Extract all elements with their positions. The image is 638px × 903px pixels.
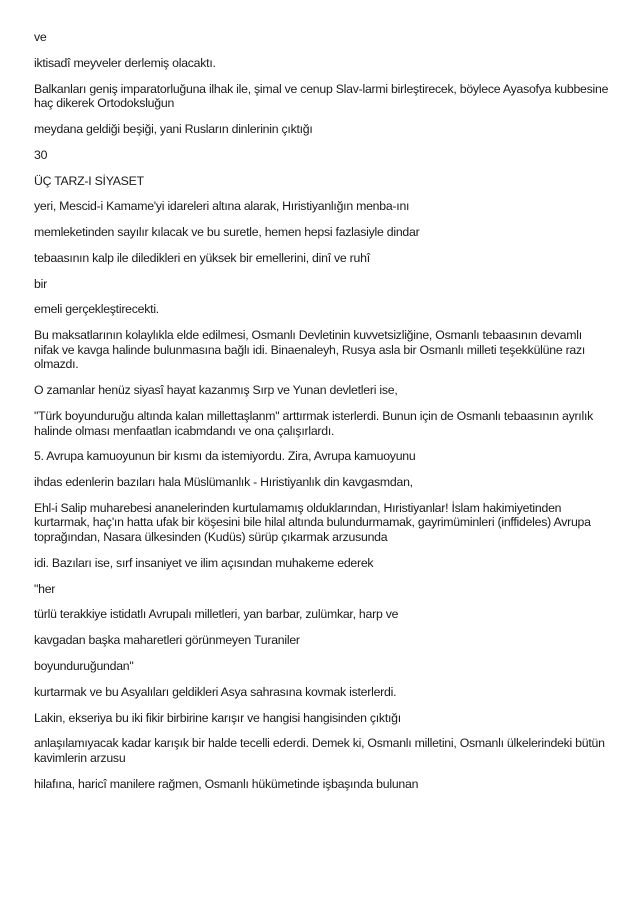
- paragraph: ve: [34, 30, 47, 44]
- paragraph: Bu maksatlarının kolaylıkla elde edilmesi, Osmanlı Devletinin kuvvetsizliğine, Osmanlı tebaasının devamlı nifak ve kavga halinde bulunmasına bağlı idi. Binaenaleyh, Rusya asla bir Osmanlı milleti teşekkülüne razı olmazdı.: [34, 328, 586, 372]
- paragraph: O zamanlar henüz siyasî hayat kazanmış Sırp ve Yunan devletleri ise,: [34, 383, 398, 398]
- paragraph: kavgadan başka maharetleri görünmeyen Turaniler: [34, 633, 300, 648]
- page-number: 30: [34, 147, 48, 162]
- paragraph: Ehl-i Salip muharebesi ananelerinden kurtulamamış olduklarından, Hıristiyanlar! İslam hakimiyetinden kurtarmak, haç'ın hatta ufak bir köşesini bile hilal altında bulundurmamak, gayrimüminleri (inffideles) Avrupa toprağından, Nasara ülkesinden (Kudüs) sürüp çıkarmak arzusunda: [34, 500, 591, 545]
- paragraph: hilafına, haricî manilere rağmen, Osmanlı hükümetinde işbaşında bulunan: [34, 776, 419, 791]
- paragraph: boyunduruğundan": [34, 658, 134, 673]
- paragraph: idi. Bazıları ise, sırf insaniyet ve ilim açısından muhakeme ederek: [34, 555, 374, 570]
- paragraph: anlaşılamıyacak kadar karışık bir halde tecelli ederdi. Demek ki, Osmanlı milletini, Osmanlı ülkelerindeki bütün kavimlerin arzusu: [34, 736, 605, 765]
- paragraph: iktisadî meyveler derlemiş olacaktı.: [34, 55, 216, 70]
- paragraph: emeli gerçekleştirecekti.: [34, 302, 159, 317]
- paragraph: bir: [34, 276, 47, 291]
- paragraph: ihdas edenlerin bazıları hala Müslümanlık - Hıristiyanlık din kavgasmdan,: [34, 475, 413, 490]
- paragraph: tebaasının kalp ile diledikleri en yüksek bir emellerini, dinî ve ruhî: [34, 250, 370, 265]
- paragraph: Balkanları geniş imparatorluğuna ilhak ile, şimal ve cenup Slav-larmi birleştirecek, böylece Ayasofya kubbesine haç dikerek Ortodoksluğun: [34, 81, 609, 111]
- document-page: [34, 30, 609, 802]
- paragraph: türlü terakkiye istidatlı Avrupalı milletleri, yan barbar, zulümkar, harp ve: [34, 607, 399, 622]
- paragraph: Lakin, ekseriya bu iki fikir birbirine karışır ve hangisi hangisinden çıktığı: [34, 710, 401, 725]
- running-header: ÜÇ TARZ-I SİYASET: [34, 173, 144, 188]
- paragraph: meydana geldiği beşiği, yani Rusların dinlerinin çıktığı: [34, 121, 313, 136]
- paragraph: memleketinden sayılır kılacak ve bu suretle, hemen hepsi fazlasiyle dindar: [34, 225, 420, 240]
- paragraph: yeri, Mescid-i Kamame'yi idareleri altına alarak, Hıristiyanlığın menba-ını: [34, 199, 410, 214]
- paragraph: "her: [34, 581, 56, 596]
- paragraph: "Türk boyunduruğu altında kalan millettaşlanm" arttırmak isterlerdi. Bunun için de Osmanlı tebaasının ayrılık halinde olması menfaatlan icabmdandı ve ona çalışırlardı.: [34, 408, 594, 438]
- paragraph: kurtarmak ve bu Asyalıları geldikleri Asya sahrasına kovmak isterlerdi.: [34, 684, 397, 699]
- paragraph: 5. Avrupa kamuoyunun bir kısmı da istemiyordu. Zira, Avrupa kamuoyunu: [34, 449, 416, 464]
